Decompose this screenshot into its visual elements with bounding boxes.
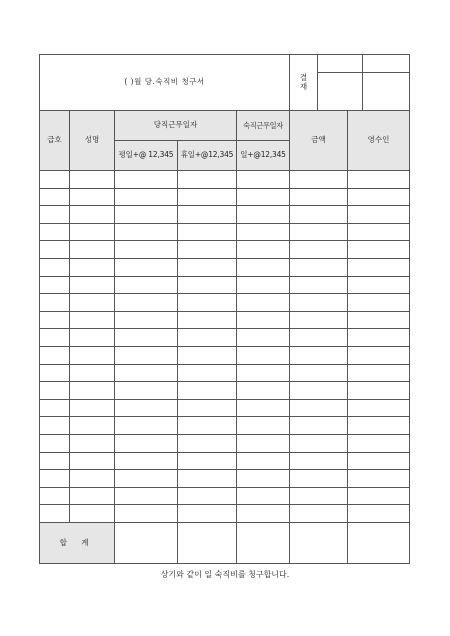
name-cell[interactable] [70,346,115,364]
holiday-cell[interactable] [178,241,237,259]
name-cell[interactable] [70,223,115,241]
night-cell[interactable] [237,188,290,206]
grade-cell[interactable] [40,505,70,523]
table-row [40,241,410,259]
night-cell[interactable] [237,417,290,435]
name-cell[interactable] [70,487,115,505]
amount-cell[interactable] [290,434,348,452]
approval-sign-cell-2[interactable] [363,73,410,111]
night-cell[interactable] [237,311,290,329]
table-row [40,364,410,382]
grade-cell[interactable] [40,364,70,382]
night-cell[interactable] [237,294,290,312]
grade-cell[interactable] [40,294,70,312]
amount-cell[interactable] [290,329,348,347]
table-row [40,452,410,470]
amount-cell[interactable] [290,487,348,505]
recipient-cell[interactable] [348,294,410,312]
approval-label-line1: 결 [299,73,308,83]
table-row [40,382,410,400]
weekday-cell[interactable] [115,505,178,523]
grade-cell[interactable] [40,206,70,224]
amount-cell[interactable] [290,276,348,294]
holiday-cell[interactable] [178,276,237,294]
amount-cell[interactable] [290,399,348,417]
grade-cell[interactable] [40,487,70,505]
holiday-cell[interactable] [178,399,237,417]
grade-cell[interactable] [40,452,70,470]
recipient-cell[interactable] [348,276,410,294]
col-header-amount: 금액 [290,111,348,171]
recipient-cell[interactable] [348,382,410,400]
total-night-cell[interactable] [237,522,290,563]
night-cell[interactable] [237,258,290,276]
total-label: 합 계 [40,522,115,563]
night-cell[interactable] [237,382,290,400]
recipient-cell[interactable] [348,188,410,206]
holiday-cell[interactable] [178,505,237,523]
name-cell[interactable] [70,241,115,259]
total-amount-cell[interactable] [290,522,348,563]
grade-cell[interactable] [40,171,70,189]
holiday-cell[interactable] [178,206,237,224]
holiday-cell[interactable] [178,364,237,382]
amount-cell[interactable] [290,452,348,470]
form-title: ( )월 당.숙직비 청구서 [40,55,290,111]
table-row [40,417,410,435]
name-cell[interactable] [70,382,115,400]
night-cell[interactable] [237,364,290,382]
weekday-cell[interactable] [115,241,178,259]
night-cell[interactable] [237,223,290,241]
weekday-cell[interactable] [115,346,178,364]
weekday-cell[interactable] [115,329,178,347]
amount-cell[interactable] [290,470,348,488]
table-row [40,311,410,329]
name-cell[interactable] [70,452,115,470]
name-cell[interactable] [70,311,115,329]
table-row [40,188,410,206]
approval-header-cell-1[interactable] [318,55,363,73]
recipient-cell[interactable] [348,206,410,224]
holiday-cell[interactable] [178,382,237,400]
night-cell[interactable] [237,276,290,294]
name-cell[interactable] [70,276,115,294]
recipient-cell[interactable] [348,487,410,505]
holiday-cell[interactable] [178,294,237,312]
amount-cell[interactable] [290,258,348,276]
weekday-cell[interactable] [115,223,178,241]
table-row [40,258,410,276]
table-row [40,399,410,417]
approval-header-cell-2[interactable] [363,55,410,73]
grade-cell[interactable] [40,399,70,417]
recipient-cell[interactable] [348,417,410,435]
grade-cell[interactable] [40,470,70,488]
night-cell[interactable] [237,241,290,259]
grade-cell[interactable] [40,276,70,294]
recipient-cell[interactable] [348,329,410,347]
amount-cell[interactable] [290,505,348,523]
table-row [40,505,410,523]
weekday-cell[interactable] [115,206,178,224]
amount-cell[interactable] [290,417,348,435]
name-cell[interactable] [70,364,115,382]
name-cell[interactable] [70,171,115,189]
night-cell[interactable] [237,399,290,417]
amount-cell[interactable] [290,311,348,329]
holiday-cell[interactable] [178,346,237,364]
night-cell[interactable] [237,171,290,189]
col-header-night-duty: 숙직근무일자 [237,111,290,141]
holiday-cell[interactable] [178,487,237,505]
weekday-cell[interactable] [115,294,178,312]
grade-cell[interactable] [40,346,70,364]
amount-cell[interactable] [290,206,348,224]
grade-cell[interactable] [40,382,70,400]
name-cell[interactable] [70,434,115,452]
name-cell[interactable] [70,505,115,523]
name-cell[interactable] [70,294,115,312]
amount-cell[interactable] [290,346,348,364]
amount-cell[interactable] [290,171,348,189]
grade-cell[interactable] [40,241,70,259]
grade-cell[interactable] [40,258,70,276]
col-header-recipient: 영수인 [348,111,410,171]
weekday-cell[interactable] [115,399,178,417]
amount-cell[interactable] [290,188,348,206]
col-header-day-duty: 당직근무일자 [115,111,237,141]
grade-cell[interactable] [40,329,70,347]
night-cell[interactable] [237,470,290,488]
night-cell[interactable] [237,329,290,347]
weekday-cell[interactable] [115,364,178,382]
holiday-cell[interactable] [178,188,237,206]
recipient-cell[interactable] [348,399,410,417]
recipient-cell[interactable] [348,346,410,364]
table-row [40,470,410,488]
amount-cell[interactable] [290,223,348,241]
weekday-cell[interactable] [115,470,178,488]
holiday-cell[interactable] [178,452,237,470]
name-cell[interactable] [70,206,115,224]
night-cell[interactable] [237,505,290,523]
table-row [40,329,410,347]
claim-statement: 상기와 같이 일 숙직비를 청구합니다. [160,570,290,579]
grade-cell[interactable] [40,223,70,241]
recipient-cell[interactable] [348,452,410,470]
col-header-grade: 급호 [40,111,70,171]
night-cell[interactable] [237,206,290,224]
recipient-cell[interactable] [348,258,410,276]
claim-table [39,54,410,564]
approval-label-line2: 재 [299,81,308,91]
recipient-cell[interactable] [348,364,410,382]
holiday-cell[interactable] [178,417,237,435]
table-row [40,487,410,505]
grade-cell[interactable] [40,311,70,329]
name-cell[interactable] [70,329,115,347]
col-header-name: 성명 [70,111,115,171]
name-cell[interactable] [70,258,115,276]
table-row [40,276,410,294]
amount-cell[interactable] [290,382,348,400]
night-cell[interactable] [237,346,290,364]
grade-cell[interactable] [40,188,70,206]
weekday-cell[interactable] [115,188,178,206]
recipient-cell[interactable] [348,434,410,452]
table-row [40,223,410,241]
night-cell[interactable] [237,452,290,470]
weekday-cell[interactable] [115,382,178,400]
holiday-cell[interactable] [178,223,237,241]
weekday-cell[interactable] [115,311,178,329]
name-cell[interactable] [70,399,115,417]
weekday-cell[interactable] [115,487,178,505]
approval-label [290,55,318,111]
col-header-holiday-rate: 휴일+@12,345 [178,141,237,171]
weekday-cell[interactable] [115,417,178,435]
holiday-cell[interactable] [178,258,237,276]
table-row [40,434,410,452]
weekday-cell[interactable] [115,171,178,189]
table-row [40,346,410,364]
recipient-cell[interactable] [348,505,410,523]
weekday-cell[interactable] [115,434,178,452]
total-weekday-cell[interactable] [115,522,178,563]
holiday-cell[interactable] [178,171,237,189]
night-cell[interactable] [237,434,290,452]
table-row [40,206,410,224]
recipient-cell[interactable] [348,241,410,259]
night-cell[interactable] [237,487,290,505]
recipient-cell[interactable] [348,223,410,241]
table-row [40,294,410,312]
col-header-weekday-rate: 평일+@ 12,345 [115,141,178,171]
col-header-night-rate: 일+@12,345 [237,141,290,171]
recipient-cell[interactable] [348,171,410,189]
weekday-cell[interactable] [115,452,178,470]
total-recipient-cell[interactable] [348,522,410,563]
total-holiday-cell[interactable] [178,522,237,563]
recipient-cell[interactable] [348,311,410,329]
amount-cell[interactable] [290,294,348,312]
holiday-cell[interactable] [178,470,237,488]
amount-cell[interactable] [290,364,348,382]
claim-form [39,54,409,564]
grade-cell[interactable] [40,417,70,435]
amount-cell[interactable] [290,241,348,259]
holiday-cell[interactable] [178,311,237,329]
grade-cell[interactable] [40,434,70,452]
name-cell[interactable] [70,417,115,435]
weekday-cell[interactable] [115,258,178,276]
holiday-cell[interactable] [178,434,237,452]
table-row [40,171,410,189]
name-cell[interactable] [70,470,115,488]
approval-sign-cell-1[interactable] [318,73,363,111]
weekday-cell[interactable] [115,276,178,294]
recipient-cell[interactable] [348,470,410,488]
name-cell[interactable] [70,188,115,206]
holiday-cell[interactable] [178,329,237,347]
